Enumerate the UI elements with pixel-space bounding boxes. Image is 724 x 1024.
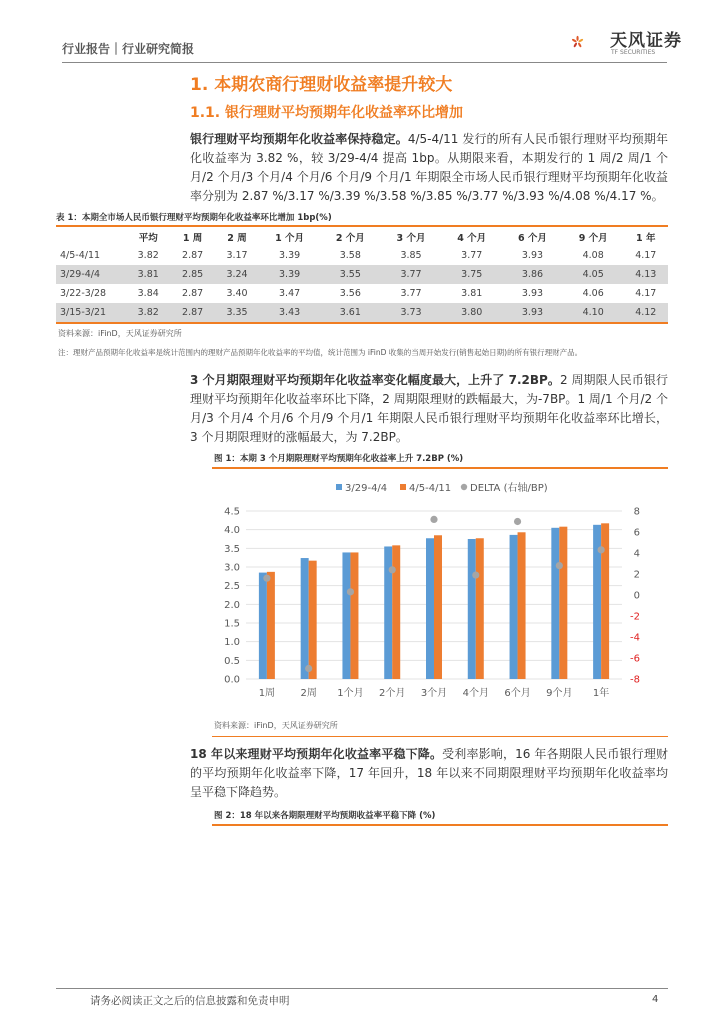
table-cell: 3.81 [126, 265, 170, 284]
x-tick-label: 2周 [300, 688, 317, 699]
delta-point [347, 588, 354, 595]
left-tick-label: 2.5 [224, 581, 240, 593]
bar-series-1 [468, 539, 476, 679]
chart-x-axis [259, 686, 610, 699]
table-cell: 3.77 [400, 288, 422, 299]
table-cell: 3/15-3/21 [56, 303, 126, 322]
yield-chart [212, 470, 668, 710]
delta-point [598, 546, 605, 553]
delta-point [430, 516, 437, 523]
table-cell: 4.12 [624, 303, 668, 322]
delta-point [514, 518, 521, 525]
table-cell: 3.93 [521, 288, 544, 299]
bar-series-1 [301, 558, 309, 679]
footer-disclaimer: 请务必阅读正文之后的信息披露和免责申明 [90, 995, 290, 1007]
chart-bars [259, 523, 609, 679]
table-cell: 2.87 [182, 250, 204, 261]
figure2-caption: 图 2：18 年以来各期限理财平均预期收益率平稳下降 (%) [214, 811, 436, 821]
table-header-cell: 2 个月 [335, 232, 365, 244]
table-cell: 3.24 [215, 265, 259, 284]
bar-series-1 [426, 538, 434, 679]
page-number: 4 [652, 994, 659, 1005]
figure1-bottom-rule [212, 736, 668, 737]
table-header-row [56, 227, 668, 246]
left-tick-label: 1.0 [224, 637, 240, 649]
table-cell: 3.40 [226, 288, 248, 299]
left-tick-label: 4.5 [224, 506, 240, 518]
table-cell: 3.55 [320, 265, 381, 284]
bar-series-2 [350, 552, 358, 679]
header-breadcrumb: 行业报告｜行业研究简报 [62, 42, 195, 56]
x-tick-label: 1年 [592, 688, 610, 699]
x-tick-label: 3个月 [420, 688, 448, 699]
table-cell: 3.93 [502, 303, 563, 322]
right-tick-label: -6 [630, 653, 640, 665]
left-tick-label: 2.0 [224, 599, 240, 611]
table-cell: 3.80 [441, 303, 502, 322]
left-tick-label: 4.0 [224, 525, 240, 537]
table-cell: 3.77 [381, 265, 442, 284]
table-cell: 3.58 [339, 250, 361, 261]
paragraph-3m-change-body: 2 周期限人民币银行理财平均预期年化收益率环比下降，2 周期限理财的跌幅最大，为-7BP。1 周/1 个月/2 个月/3 个月/4 个月/6 个月/9 个月/1 年期限人民币银行理财平均预期年化收益率环比增长，3 个月期限理财的涨幅最大，为 7.2BP。 [190, 373, 668, 444]
bar-series-2 [518, 532, 526, 679]
figure2-top-rule [212, 824, 668, 826]
table-cell: 3/29-4/4 [56, 265, 126, 284]
bar-series-1 [259, 573, 267, 679]
table-cell: 3.81 [461, 288, 483, 299]
table-cell: 2.87 [182, 288, 204, 299]
right-tick-label: 6 [633, 527, 640, 539]
table-cell: 3.86 [502, 265, 563, 284]
table-header-cell [56, 227, 126, 246]
right-tick-label: -8 [630, 674, 640, 686]
x-tick-label: 1个月 [337, 688, 364, 699]
section-heading: 1. 本期农商行理财收益率提升较大 [190, 75, 453, 95]
table-header-cell: 9 个月 [578, 232, 608, 244]
chart-left-axis [224, 507, 240, 686]
table-cell: 3.39 [279, 250, 301, 261]
table-cell: 3.75 [441, 265, 502, 284]
logo-title: 天风证券 [610, 31, 682, 51]
bar-series-1 [342, 552, 350, 679]
right-tick-label: -2 [630, 611, 640, 623]
table-header-cell: 1 年 [636, 232, 656, 244]
paragraph-summary [190, 130, 668, 206]
bar-series-2 [434, 535, 442, 679]
legend-label: DELTA (右轴/BP) [470, 483, 548, 494]
table-cell: 3.17 [226, 250, 248, 261]
paragraph-3m-change-lead: 3 个月期限理财平均预期年化收益率变化幅度最大，上升了 7.2BP。 [190, 373, 560, 387]
table-cell: 3/22-3/28 [60, 288, 107, 299]
logo-subtitle: TF SECURITIES [611, 49, 656, 56]
table-header-cell: 2 周 [227, 232, 247, 244]
delta-point [556, 562, 563, 569]
x-tick-label: 2个月 [379, 688, 406, 699]
figure1-top-rule [212, 467, 668, 469]
table-row [56, 284, 668, 303]
bar-series-2 [309, 561, 317, 679]
subsection-heading: 1.1. 银行理财平均预期年化收益率环比增加 [190, 105, 463, 121]
bar-series-2 [392, 545, 400, 679]
bar-series-2 [559, 527, 567, 679]
x-tick-label: 6个月 [504, 688, 531, 699]
bar-series-2 [267, 572, 275, 679]
header-divider [62, 62, 667, 63]
left-tick-label: 0.0 [224, 674, 240, 686]
right-tick-label: 0 [633, 590, 640, 602]
delta-point [263, 575, 270, 582]
paragraph-trend-body: 受利率影响，16 年各期限人民币银行理财的平均预期年化收益率下降，17 年回升，18 年以来不同期限理财平均预期年化收益率均呈平稳下降趋势。 [190, 747, 668, 799]
table-cell: 4.05 [563, 265, 624, 284]
footer-divider [56, 988, 668, 989]
table-source: 资料来源：iFinD，天风证券研究所 [58, 329, 182, 338]
legend-label: 4/5-4/11 [409, 483, 452, 494]
figure1-caption: 图 1：本期 3 个月期限理财平均预期年化收益率上升 7.2BP (%) [214, 454, 464, 464]
table-cell: 3.85 [400, 250, 422, 261]
left-tick-label: 3.0 [224, 562, 240, 574]
table-cell: 4.13 [624, 265, 668, 284]
table-cell: 3.84 [137, 288, 159, 299]
legend-label: 3/29-4/4 [345, 483, 388, 494]
delta-point [389, 566, 396, 573]
yield-table [56, 227, 668, 322]
table-note: 注：理财产品预期年化收益率是统计范围内的理财产品预期年化收益率的平均值，统计范围为 iFinD 收集的当周开始发行(销售起始日期)的所有银行理财产品。 [58, 348, 583, 357]
x-tick-label: 9个月 [546, 688, 573, 699]
table-row [56, 246, 668, 265]
legend-swatch [336, 484, 342, 490]
table-cell: 3.56 [339, 288, 361, 299]
bar-series-2 [476, 538, 484, 679]
table-cell: 3.77 [461, 250, 483, 261]
table-cell: 4.10 [563, 303, 624, 322]
table-cell: 3.43 [259, 303, 320, 322]
chart-right-axis [630, 507, 640, 686]
table-cell: 2.87 [170, 303, 214, 322]
left-tick-label: 3.5 [224, 543, 240, 555]
delta-point [305, 665, 312, 672]
x-tick-label: 1周 [258, 688, 276, 699]
table-row [56, 265, 668, 284]
table-cell: 3.61 [320, 303, 381, 322]
x-tick-label: 4个月 [462, 688, 489, 699]
left-tick-label: 0.5 [224, 655, 240, 667]
table-cell: 3.39 [259, 265, 320, 284]
legend-swatch [461, 484, 467, 490]
legend-swatch [400, 484, 406, 490]
table-cell: 3.82 [137, 250, 159, 261]
table-header-cell: 1 周 [182, 232, 203, 244]
logo-icon [571, 22, 611, 62]
table-header-cell: 1 个月 [275, 232, 305, 244]
paragraph-summary-body: 4/5-4/11 发行的所有人民币银行理财平均预期年化收益率为 3.82 %，较 3/29-4/4 提高 1bp。从期限来看，本期发行的 1 周/2 周/1 个月/2 个月/3 个月/4 个月/6 个月/9 个月/1 年期限全市场人民币银行理财平均预期年化收益率分别为 2.87 %/3.17 %/3.39 %/3.58 %/3.85 %/3.77 %/3.93 %/4.08 %/4.17 %。 [190, 132, 668, 203]
table-cell: 4.17 [635, 288, 657, 299]
table-cell: 3.47 [279, 288, 301, 299]
table-cell: 3.82 [126, 303, 170, 322]
bar-series-1 [551, 528, 559, 679]
paragraph-trend [190, 745, 668, 802]
figure1-source: 资料来源：iFinD，天风证券研究所 [214, 721, 338, 730]
right-tick-label: -4 [630, 632, 640, 644]
table-header-cell: 平均 [138, 232, 158, 244]
table-cell: 4.06 [582, 288, 604, 299]
chart-legend [336, 481, 548, 494]
left-tick-label: 1.5 [224, 618, 240, 630]
table-cell: 4.08 [582, 250, 604, 261]
delta-point [472, 571, 479, 578]
table-cell: 3.73 [381, 303, 442, 322]
table-header-cell: 6 个月 [517, 232, 547, 244]
table-cell: 4.17 [635, 250, 657, 261]
paragraph-trend-lead: 18 年以来理财平均预期年化收益率平稳下降。 [190, 747, 443, 761]
table-row [56, 303, 668, 322]
table-header-cell: 3 个月 [396, 232, 426, 244]
bar-series-1 [510, 535, 518, 679]
table-header-cell: 4 个月 [457, 232, 487, 244]
paragraph-3m-change [190, 371, 668, 447]
paragraph-summary-lead: 银行理财平均预期年化收益率保持稳定。 [190, 132, 408, 146]
right-tick-label: 2 [633, 569, 640, 581]
table-caption: 表 1：本期全市场人民币银行理财平均预期年化收益率环比增加 1bp(%) [56, 213, 332, 223]
table-cell: 2.85 [170, 265, 214, 284]
table-cell: 3.93 [521, 250, 544, 261]
right-tick-label: 4 [633, 548, 640, 560]
table-bottom-rule [56, 322, 668, 324]
table-cell: 3.35 [215, 303, 259, 322]
bar-series-1 [384, 546, 392, 679]
table-cell: 4/5-4/11 [60, 250, 101, 261]
right-tick-label: 8 [633, 506, 640, 518]
